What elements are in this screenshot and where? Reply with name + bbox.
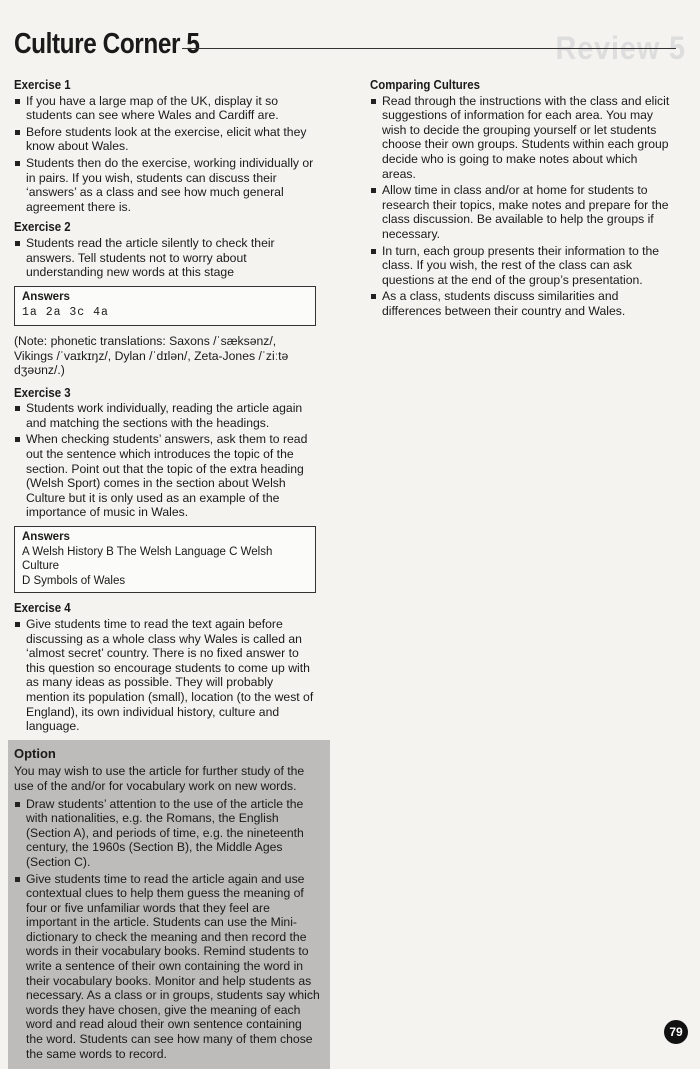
exercise-1-list — [14, 94, 316, 215]
option-list — [14, 797, 322, 1062]
comparing-cultures-list — [370, 94, 674, 319]
option-box — [8, 740, 330, 1069]
list-item: Before students look at the exercise, elicit what they know about Wales. — [14, 125, 316, 154]
list-item: Draw students’ attention to the use of the article the with nationalities, e.g. the Romans, the English (Section A), and periods of time, e.g. the nineteenth century, the 1960s (Section B), the Middle Ages (Section C). — [14, 797, 322, 870]
list-item: Give students time to read the text again before discussing as a whole class why Wales is called an ‘almost secret’ country. There is no fixed answer to this question so encourage students to come up with as many ideas as possible. They will probably mention its population (small), location (to the west of England), its own individual history, culture and language. — [14, 617, 316, 734]
comparing-cultures-heading: Comparing Cultures — [370, 77, 480, 92]
list-item: Students work individually, reading the article again and matching the sections with the headings. — [14, 401, 316, 430]
option-heading: Option — [14, 745, 56, 761]
exercise-3-heading: Exercise 3 — [14, 384, 71, 400]
list-item: Give students time to read the article again and use contextual clues to help them guess the meaning of four or five unfamiliar words that they feel are important in the article. Students can use the Mini-dictionary to check the meaning and then record the words in their vocabulary books. Remind students to write a sentence of their own containing the word in their vocabulary books. Monitor and help students as necessary. As a class or in groups, students say which words they have chosen, give the meaning of each word and read aloud their own sentence containing the word. Students can see how many of them chose the same words to record. — [14, 872, 322, 1062]
exercise-2-heading: Exercise 2 — [14, 219, 71, 235]
exercise-2-list — [14, 236, 316, 280]
list-item: If you have a large map of the UK, display it so students can see where Wales and Cardiff are. — [14, 94, 316, 123]
list-item: In turn, each group presents their information to the class. If you wish, the rest of the class can ask questions at the end of the group’s presentation. — [370, 244, 674, 288]
answers-title: Answers — [22, 290, 70, 303]
list-item: Read through the instructions with the class and elicit suggestions of information for each area. You may wish to decide the grouping yourself or let students choose their own groups. Students within each group decide who is going to make notes about which areas. — [370, 94, 674, 182]
exercise-2-answers-box — [14, 286, 316, 326]
answers-title: Answers — [22, 531, 70, 544]
list-item: Students read the article silently to check their answers. Tell students not to worry about understanding new words at this stage — [14, 236, 316, 280]
list-item: Students then do the exercise, working individually or in pairs. If you wish, students can discuss their ‘answers’ as a class and see how much general agreement there is. — [14, 156, 316, 214]
exercise-1-heading: Exercise 1 — [14, 77, 71, 92]
left-column — [14, 77, 320, 1069]
answers-text: 1a 2a 3c 4a — [22, 306, 109, 320]
option-intro: You may wish to use the article for further study of the use of the and/or for vocabulary work on new words. — [14, 764, 305, 793]
title-rule — [182, 48, 676, 49]
ghost-page-title: Review 5 — [555, 30, 686, 66]
title-row — [14, 28, 676, 68]
exercise-4-list — [14, 617, 316, 734]
list-item: When checking students’ answers, ask them to read out the sentence which introduces the topic of the section. Point out that the topic of the extra heading (Welsh Sport) comes in the section about Welsh Culture but it is only used as an example of the importance of music in Wales. — [14, 432, 316, 520]
exercise-3-list — [14, 401, 316, 520]
list-item: Allow time in class and/or at home for students to research their topics, make notes and prepare for the class discussion. Be available to help the groups if necessary. — [370, 183, 674, 241]
phonetic-note: (Note: phonetic translations: Saxons /ˈsæksənz/, Vikings /ˈvaɪkɪŋz/, Dylan /ˈdɪlən/, Zeta-Jones /ˈziːtə dʒəʊnz/.) — [14, 333, 289, 378]
exercise-4-heading: Exercise 4 — [14, 600, 71, 616]
answers-line-2: D Symbols of Wales — [22, 574, 126, 587]
list-item: As a class, students discuss similarities and differences between their country and Wales. — [370, 289, 674, 318]
page-number: 79 — [664, 1020, 688, 1044]
exercise-3-answers-box — [14, 526, 316, 593]
page-title: Culture Corner 5 — [14, 28, 200, 60]
answers-line-1: A Welsh History B The Welsh Language C Welsh Culture — [22, 545, 273, 573]
right-column — [370, 78, 674, 325]
